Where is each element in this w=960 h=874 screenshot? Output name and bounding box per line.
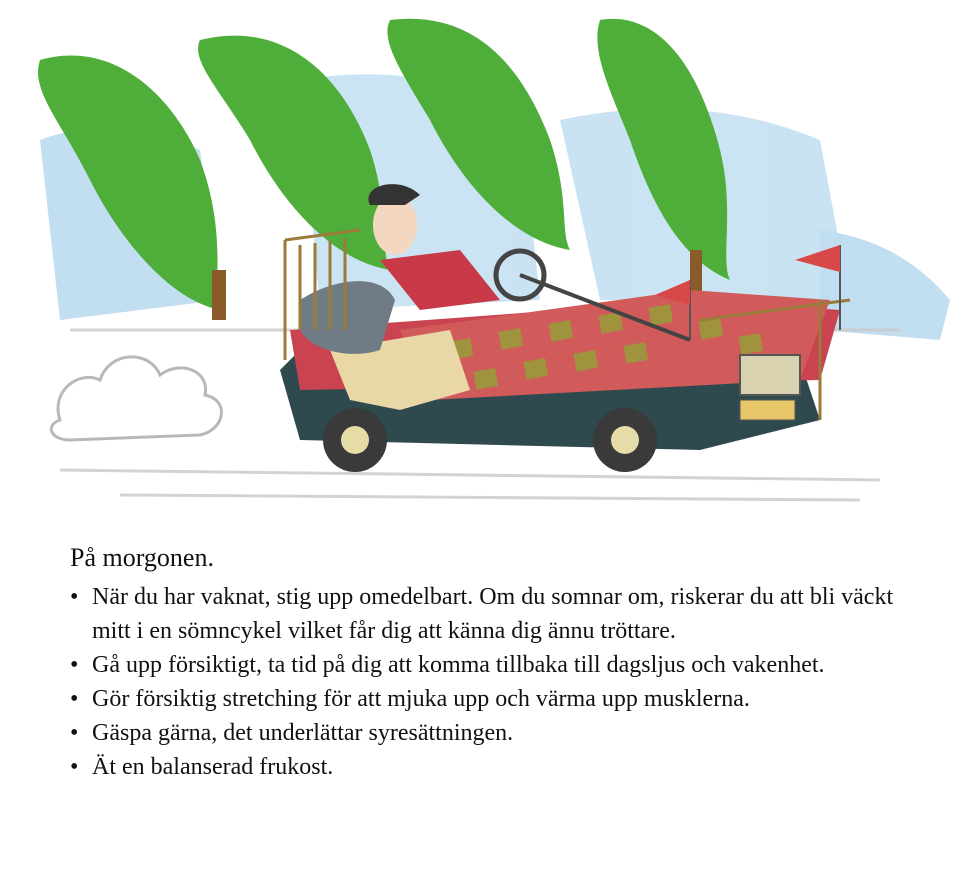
section-heading: På morgonen. xyxy=(70,543,214,572)
advice-item: • Gå upp försiktigt, ta tid på dig att komma tillbaka till dagsljus och vakenhet. xyxy=(70,648,930,682)
advice-list xyxy=(70,580,930,784)
morning-advice xyxy=(70,540,930,784)
advice-item: • Gör försiktig stretching för att mjuka upp och värma upp musklerna. xyxy=(70,682,930,716)
tree-2 xyxy=(198,36,390,270)
advice-item: • När du har vaknat, stig upp omedelbart. Om du somnar om, riskerar du att bli väckt mitt i en sömncykel vilket får dig att känna dig ännu tröttare. xyxy=(70,580,930,648)
advice-item: • Ät en balanserad frukost. xyxy=(70,750,930,784)
advice-item: • Gäspa gärna, det underlättar syresättningen. xyxy=(70,716,930,750)
dust-cloud xyxy=(51,357,221,440)
